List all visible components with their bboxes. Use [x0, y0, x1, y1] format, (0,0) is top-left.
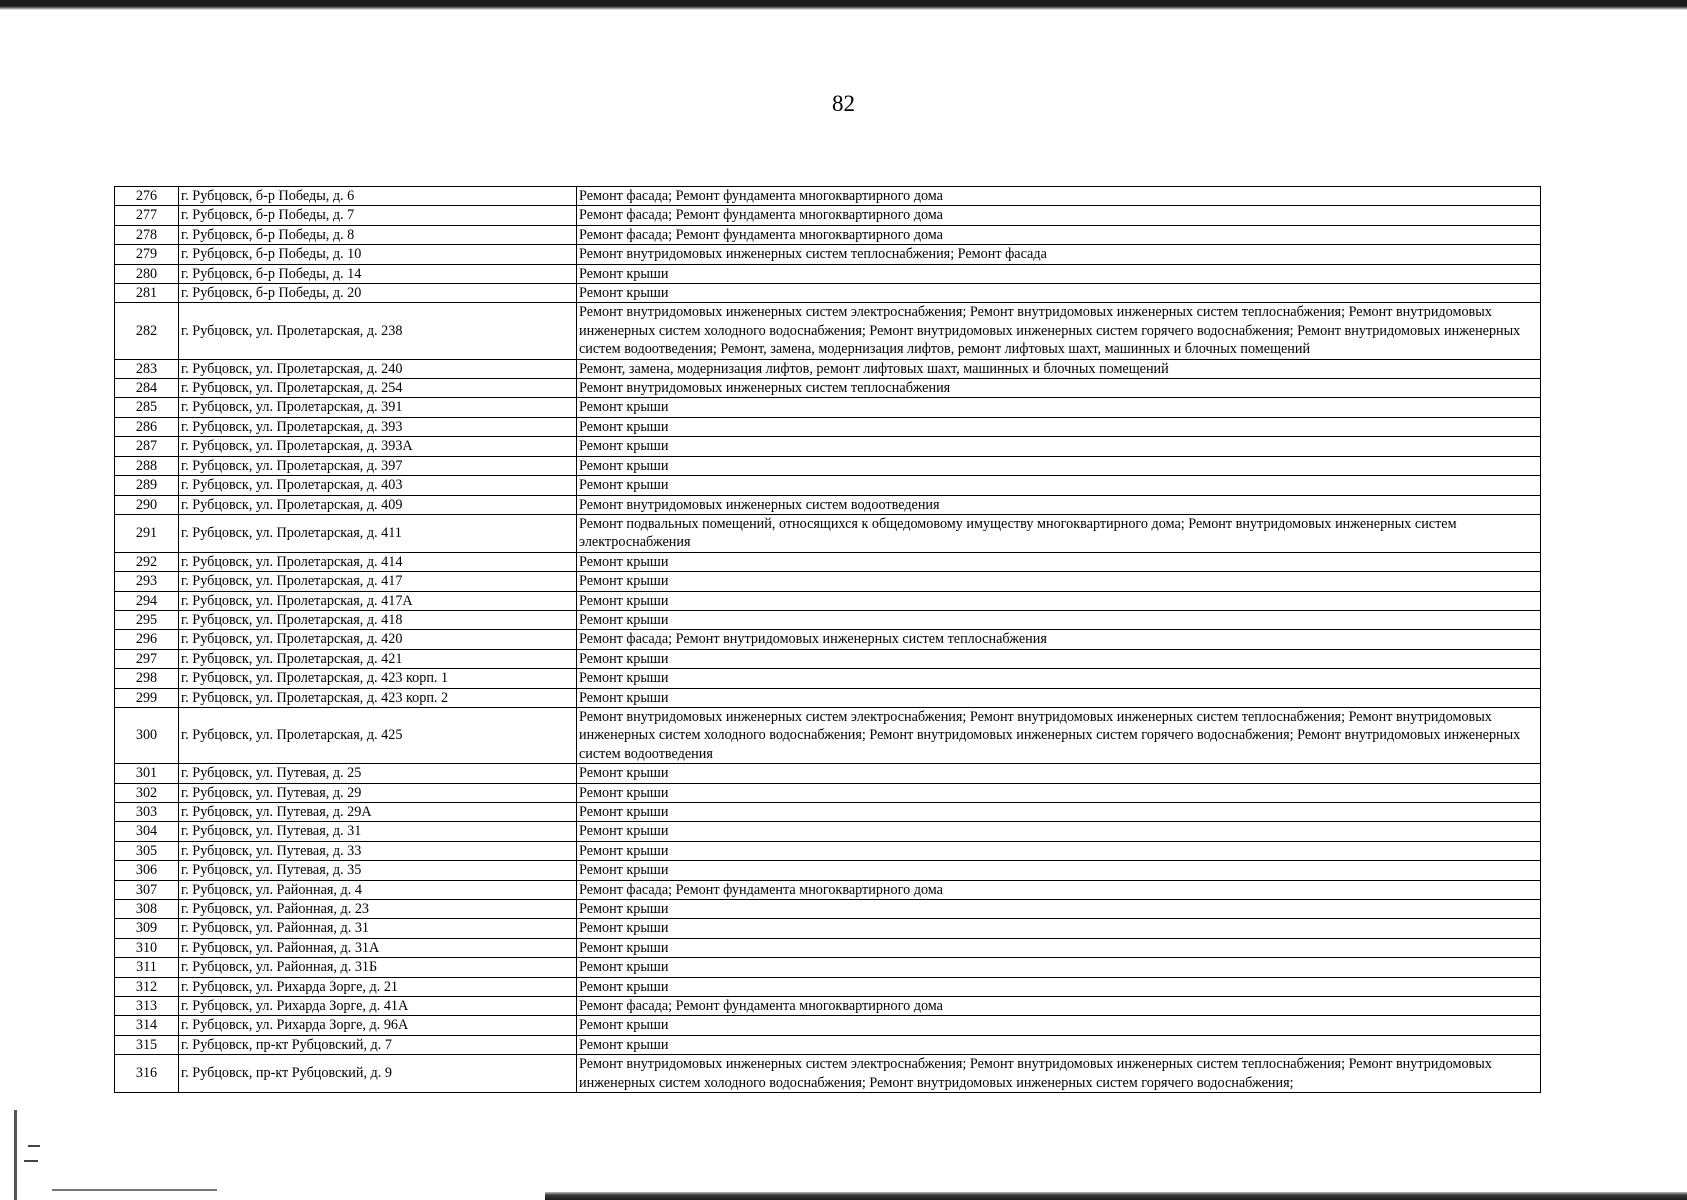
table-row	[115, 803, 1541, 822]
row-works: Ремонт внутридомовых инженерных систем электроснабжения; Ремонт внутридомовых инженерных систем теплоснабжения; Ремонт внутридомовых инженерных систем холодного водоснабжения; Ремонт внутридомовых инженерных систем горячего водоснабжения; Ремонт внутридомовых инженерных систем водоотведения; Ремонт, замена, модернизация лифтов, ремонт лифтовых шахт, машинных и блочных помещений	[577, 303, 1541, 359]
row-works: Ремонт крыши	[577, 822, 1541, 841]
row-number: 305	[115, 841, 179, 860]
row-works: Ремонт крыши	[577, 669, 1541, 688]
row-number: 289	[115, 476, 179, 495]
row-works: Ремонт внутридомовых инженерных систем теплоснабжения	[577, 379, 1541, 398]
row-address: г. Рубцовск, ул. Районная, д. 4	[179, 880, 577, 899]
row-works: Ремонт крыши	[577, 398, 1541, 417]
row-address: г. Рубцовск, пр-кт Рубцовский, д. 9	[179, 1055, 577, 1093]
row-works: Ремонт крыши	[577, 572, 1541, 591]
row-number: 281	[115, 284, 179, 303]
row-works: Ремонт крыши	[577, 688, 1541, 707]
row-works: Ремонт крыши	[577, 284, 1541, 303]
scan-artifact-mark	[24, 1160, 38, 1162]
row-works: Ремонт крыши	[577, 938, 1541, 957]
row-number: 312	[115, 977, 179, 996]
row-number: 300	[115, 707, 179, 763]
row-works: Ремонт фасада; Ремонт фундамента многоквартирного дома	[577, 997, 1541, 1016]
row-number: 277	[115, 206, 179, 225]
row-address: г. Рубцовск, б-р Победы, д. 8	[179, 225, 577, 244]
row-number: 282	[115, 303, 179, 359]
table-row	[115, 284, 1541, 303]
row-address: г. Рубцовск, ул. Пролетарская, д. 240	[179, 359, 577, 378]
row-number: 294	[115, 591, 179, 610]
row-number: 276	[115, 187, 179, 206]
row-number: 311	[115, 958, 179, 977]
row-address: г. Рубцовск, ул. Пролетарская, д. 423 корп. 2	[179, 688, 577, 707]
table-row	[115, 1035, 1541, 1054]
table-row	[115, 938, 1541, 957]
row-works: Ремонт крыши	[577, 456, 1541, 475]
row-works: Ремонт крыши	[577, 591, 1541, 610]
row-works: Ремонт крыши	[577, 417, 1541, 436]
table-row	[115, 476, 1541, 495]
row-works: Ремонт крыши	[577, 803, 1541, 822]
table-row	[115, 572, 1541, 591]
table-row	[115, 822, 1541, 841]
table-row	[115, 1055, 1541, 1093]
row-works: Ремонт крыши	[577, 861, 1541, 880]
table-row	[115, 303, 1541, 359]
row-address: г. Рубцовск, ул. Путевая, д. 29	[179, 783, 577, 802]
row-works: Ремонт крыши	[577, 900, 1541, 919]
row-address: г. Рубцовск, пр-кт Рубцовский, д. 7	[179, 1035, 577, 1054]
scan-artifact-bottom-left	[52, 1189, 217, 1191]
row-number: 291	[115, 514, 179, 552]
row-number: 293	[115, 572, 179, 591]
row-address: г. Рубцовск, ул. Пролетарская, д. 391	[179, 398, 577, 417]
row-works: Ремонт крыши	[577, 264, 1541, 283]
row-works: Ремонт крыши	[577, 1035, 1541, 1054]
repair-register-table	[114, 186, 1541, 1093]
row-number: 316	[115, 1055, 179, 1093]
row-works: Ремонт крыши	[577, 649, 1541, 668]
row-number: 283	[115, 359, 179, 378]
table-row	[115, 880, 1541, 899]
row-address: г. Рубцовск, б-р Победы, д. 7	[179, 206, 577, 225]
row-works: Ремонт внутридомовых инженерных систем электроснабжения; Ремонт внутридомовых инженерных систем теплоснабжения; Ремонт внутридомовых инженерных систем холодного водоснабжения; Ремонт внутридомовых инженерных систем горячего водоснабжения; Ремонт внутридомовых инженерных систем водоотведения	[577, 707, 1541, 763]
row-address: г. Рубцовск, ул. Пролетарская, д. 420	[179, 630, 577, 649]
row-works: Ремонт крыши	[577, 958, 1541, 977]
table-row	[115, 997, 1541, 1016]
row-number: 290	[115, 495, 179, 514]
table-row	[115, 456, 1541, 475]
row-number: 313	[115, 997, 179, 1016]
row-number: 314	[115, 1016, 179, 1035]
row-works: Ремонт крыши	[577, 841, 1541, 860]
row-address: г. Рубцовск, ул. Рихарда Зорге, д. 96А	[179, 1016, 577, 1035]
row-number: 286	[115, 417, 179, 436]
row-number: 280	[115, 264, 179, 283]
row-number: 299	[115, 688, 179, 707]
row-number: 278	[115, 225, 179, 244]
row-address: г. Рубцовск, ул. Путевая, д. 33	[179, 841, 577, 860]
table-row	[115, 1016, 1541, 1035]
table-row	[115, 707, 1541, 763]
row-number: 287	[115, 437, 179, 456]
page-number: 82	[832, 91, 855, 116]
row-number: 306	[115, 861, 179, 880]
row-address: г. Рубцовск, ул. Пролетарская, д. 254	[179, 379, 577, 398]
row-works: Ремонт крыши	[577, 783, 1541, 802]
row-number: 309	[115, 919, 179, 938]
row-number: 279	[115, 245, 179, 264]
row-address: г. Рубцовск, ул. Пролетарская, д. 393А	[179, 437, 577, 456]
row-address: г. Рубцовск, ул. Пролетарская, д. 403	[179, 476, 577, 495]
row-works: Ремонт крыши	[577, 977, 1541, 996]
row-works: Ремонт фасада; Ремонт фундамента многоквартирного дома	[577, 225, 1541, 244]
row-works: Ремонт, замена, модернизация лифтов, ремонт лифтовых шахт, машинных и блочных помещений	[577, 359, 1541, 378]
table-row	[115, 514, 1541, 552]
table-row	[115, 649, 1541, 668]
table-row	[115, 958, 1541, 977]
row-number: 304	[115, 822, 179, 841]
row-address: г. Рубцовск, ул. Пролетарская, д. 238	[179, 303, 577, 359]
row-address: г. Рубцовск, ул. Пролетарская, д. 417А	[179, 591, 577, 610]
row-address: г. Рубцовск, ул. Районная, д. 31Б	[179, 958, 577, 977]
row-address: г. Рубцовск, ул. Районная, д. 31А	[179, 938, 577, 957]
row-number: 285	[115, 398, 179, 417]
table-row	[115, 206, 1541, 225]
row-address: г. Рубцовск, ул. Путевая, д. 31	[179, 822, 577, 841]
row-address: г. Рубцовск, ул. Пролетарская, д. 393	[179, 417, 577, 436]
row-address: г. Рубцовск, ул. Пролетарская, д. 423 корп. 1	[179, 669, 577, 688]
row-address: г. Рубцовск, ул. Путевая, д. 29А	[179, 803, 577, 822]
table-row	[115, 764, 1541, 783]
row-address: г. Рубцовск, ул. Пролетарская, д. 411	[179, 514, 577, 552]
row-address: г. Рубцовск, ул. Рихарда Зорге, д. 41А	[179, 997, 577, 1016]
row-number: 284	[115, 379, 179, 398]
row-address: г. Рубцовск, б-р Победы, д. 6	[179, 187, 577, 206]
table-row	[115, 225, 1541, 244]
table-body	[115, 187, 1541, 1093]
row-address: г. Рубцовск, б-р Победы, д. 10	[179, 245, 577, 264]
table-row	[115, 398, 1541, 417]
row-number: 298	[115, 669, 179, 688]
row-number: 301	[115, 764, 179, 783]
table-row	[115, 495, 1541, 514]
row-address: г. Рубцовск, ул. Рихарда Зорге, д. 21	[179, 977, 577, 996]
row-number: 288	[115, 456, 179, 475]
row-works: Ремонт крыши	[577, 919, 1541, 938]
row-address: г. Рубцовск, ул. Пролетарская, д. 425	[179, 707, 577, 763]
table-row	[115, 552, 1541, 571]
table-row	[115, 417, 1541, 436]
row-number: 303	[115, 803, 179, 822]
row-number: 308	[115, 900, 179, 919]
row-address: г. Рубцовск, б-р Победы, д. 20	[179, 284, 577, 303]
table-row	[115, 669, 1541, 688]
row-number: 315	[115, 1035, 179, 1054]
table-row	[115, 861, 1541, 880]
row-works: Ремонт крыши	[577, 610, 1541, 629]
row-works: Ремонт внутридомовых инженерных систем водоотведения	[577, 495, 1541, 514]
row-address: г. Рубцовск, ул. Пролетарская, д. 414	[179, 552, 577, 571]
table-row	[115, 783, 1541, 802]
row-works: Ремонт фасада; Ремонт внутридомовых инженерных систем теплоснабжения	[577, 630, 1541, 649]
row-works: Ремонт крыши	[577, 552, 1541, 571]
row-address: г. Рубцовск, ул. Пролетарская, д. 417	[179, 572, 577, 591]
row-address: г. Рубцовск, ул. Пролетарская, д. 409	[179, 495, 577, 514]
row-works: Ремонт внутридомовых инженерных систем теплоснабжения; Ремонт фасада	[577, 245, 1541, 264]
row-works: Ремонт крыши	[577, 437, 1541, 456]
row-works: Ремонт крыши	[577, 476, 1541, 495]
row-works: Ремонт крыши	[577, 1016, 1541, 1035]
scan-artifact-left	[14, 1110, 17, 1200]
table-row	[115, 900, 1541, 919]
row-number: 307	[115, 880, 179, 899]
row-number: 296	[115, 630, 179, 649]
table-row	[115, 591, 1541, 610]
table-row	[115, 437, 1541, 456]
table-row	[115, 245, 1541, 264]
row-works: Ремонт подвальных помещений, относящихся к общедомовому имуществу многоквартирного дома; Ремонт внутридомовых инженерных систем электроснабжения	[577, 514, 1541, 552]
row-number: 295	[115, 610, 179, 629]
table-row	[115, 359, 1541, 378]
row-number: 310	[115, 938, 179, 957]
row-address: г. Рубцовск, ул. Районная, д. 31	[179, 919, 577, 938]
table-row	[115, 379, 1541, 398]
row-works: Ремонт внутридомовых инженерных систем электроснабжения; Ремонт внутридомовых инженерных систем теплоснабжения; Ремонт внутридомовых инженерных систем холодного водоснабжения; Ремонт внутридомовых инженерных систем горячего водоснабжения;	[577, 1055, 1541, 1093]
scan-artifact-mark	[28, 1145, 40, 1147]
table-row	[115, 688, 1541, 707]
row-works: Ремонт фасада; Ремонт фундамента многоквартирного дома	[577, 187, 1541, 206]
row-address: г. Рубцовск, ул. Путевая, д. 25	[179, 764, 577, 783]
row-works: Ремонт крыши	[577, 764, 1541, 783]
table-row	[115, 264, 1541, 283]
row-address: г. Рубцовск, ул. Районная, д. 23	[179, 900, 577, 919]
table-row	[115, 610, 1541, 629]
row-works: Ремонт фасада; Ремонт фундамента многоквартирного дома	[577, 206, 1541, 225]
row-address: г. Рубцовск, ул. Пролетарская, д. 421	[179, 649, 577, 668]
row-number: 302	[115, 783, 179, 802]
table-row	[115, 919, 1541, 938]
row-address: г. Рубцовск, ул. Путевая, д. 35	[179, 861, 577, 880]
row-address: г. Рубцовск, ул. Пролетарская, д. 418	[179, 610, 577, 629]
row-number: 292	[115, 552, 179, 571]
row-address: г. Рубцовск, б-р Победы, д. 14	[179, 264, 577, 283]
table-row	[115, 187, 1541, 206]
row-address: г. Рубцовск, ул. Пролетарская, д. 397	[179, 456, 577, 475]
row-number: 297	[115, 649, 179, 668]
table-row	[115, 630, 1541, 649]
scan-border-top	[0, 0, 1687, 10]
table-row	[115, 977, 1541, 996]
scan-border-bottom	[545, 1192, 1687, 1200]
row-works: Ремонт фасада; Ремонт фундамента многоквартирного дома	[577, 880, 1541, 899]
table-row	[115, 841, 1541, 860]
